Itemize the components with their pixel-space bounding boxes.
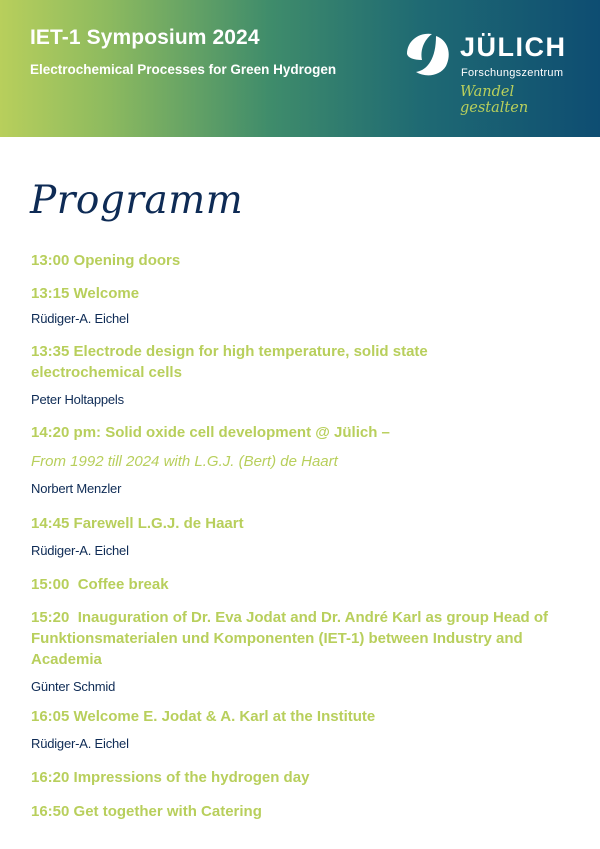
item-speaker: Günter Schmid xyxy=(31,679,116,694)
program-item xyxy=(31,801,586,822)
item-speaker: Rüdiger-A. Eichel xyxy=(31,543,129,558)
item-title: 16:50 Get together with Catering xyxy=(31,803,262,820)
program-item xyxy=(31,422,586,498)
program-item xyxy=(31,341,586,409)
item-speaker: Rüdiger-A. Eichel xyxy=(31,311,129,326)
symposium-title: IET-1 Symposium 2024 xyxy=(30,26,260,49)
item-subtitle: From 1992 till 2024 with L.G.J. (Bert) de Haart xyxy=(31,453,338,470)
item-title: 16:05 Welcome E. Jodat & A. Karl at the Institute xyxy=(31,708,376,725)
item-speaker: Rüdiger-A. Eichel xyxy=(31,736,129,751)
item-title: 13:15 Welcome xyxy=(31,285,140,302)
program-item xyxy=(31,250,586,271)
item-title: 15:20 Inauguration of Dr. Eva Jodat and Dr. André Karl as group Head of Funktionsmaterialen und Komponenten (IET-1) between Industry and Academia xyxy=(31,609,553,668)
program-item xyxy=(31,706,586,753)
program-item xyxy=(31,513,586,560)
symposium-subtitle: Electrochemical Processes for Green Hydrogen xyxy=(30,62,337,77)
item-speaker: Norbert Menzler xyxy=(31,481,122,496)
item-speaker: Peter Holtappels xyxy=(31,392,124,407)
item-title: 13:00 Opening doors xyxy=(31,252,181,269)
header-banner xyxy=(0,0,600,137)
item-title: 14:45 Farewell L.G.J. de Haart xyxy=(31,515,244,532)
program-item xyxy=(31,574,586,595)
logo-wordmark: JÜLICH xyxy=(460,32,567,62)
item-title: 13:35 Electrode design for high temperature, solid state electrochemical cells xyxy=(31,343,428,381)
item-title: 16:20 Impressions of the hydrogen day xyxy=(31,769,310,786)
logo-slogan: Wandel gestalten xyxy=(460,84,529,116)
juelich-logo xyxy=(402,28,582,116)
juelich-logo-icon xyxy=(402,28,454,80)
item-title: 14:20 pm: Solid oxide cell development @ Jülich – xyxy=(31,424,390,441)
logo-subline: Forschungszentrum xyxy=(461,67,564,79)
program-item xyxy=(31,767,586,788)
program-item xyxy=(31,607,586,696)
program-item xyxy=(31,283,586,328)
item-title: 15:00 Coffee break xyxy=(31,576,169,593)
program-heading: Programm xyxy=(30,178,244,223)
